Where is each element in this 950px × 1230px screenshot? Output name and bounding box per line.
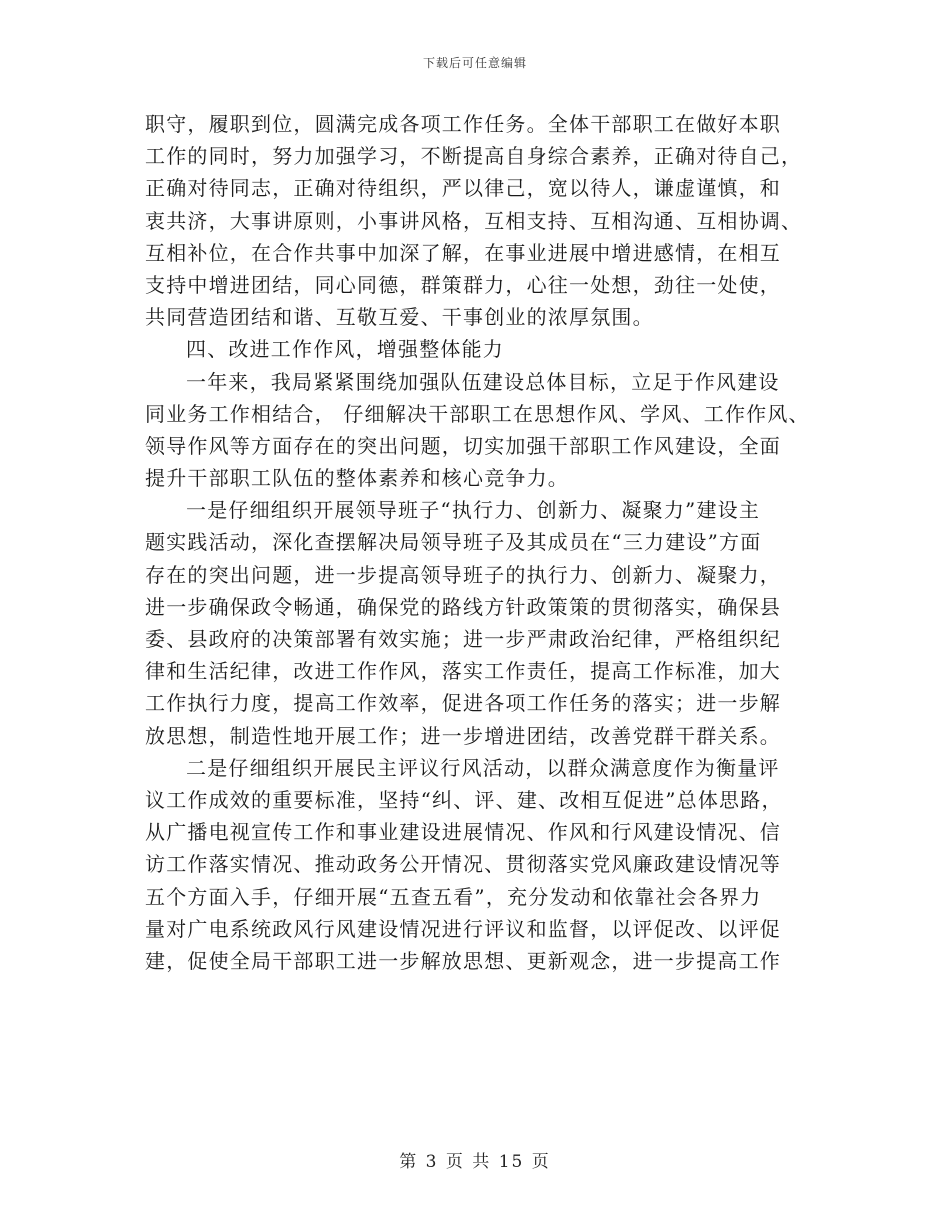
body-line: 正确对待同志，正确对待组织，严以律己，宽以待人，谦虚谨慎，和	[145, 176, 781, 201]
body-line: 衷共济，大事讲原则，小事讲风格，互相支持、互相沟通、互相协调、	[145, 208, 803, 233]
body-line: 一是仔细组织开展领导班子“执行力、创新力、凝聚力”建设主	[186, 498, 761, 523]
body-line: 共同营造团结和谐、互敬互爱、干事创业的浓厚氛围。	[145, 305, 654, 330]
body-line: 二是仔细组织开展民主评议行风活动，以群众满意度作为衡量评	[186, 755, 780, 780]
body-line: 工作的同时，努力加强学习，不断提高自身综合素养，正确对待自己，	[145, 144, 803, 169]
body-line: 放思想，制造性地开展工作；进一步增进团结，改善党群干群关系。	[145, 723, 781, 748]
body-line: 五个方面入手，仔细开展“五查五看”，充分发动和依靠社会各界力	[145, 884, 762, 909]
body-line: 互相补位，在合作共事中加深了解，在事业进展中增进感情，在相互	[145, 240, 781, 265]
body-line: 议工作成效的重要标准，坚持“纠、评、建、改相互促进”总体思路，	[145, 787, 783, 812]
body-line: 一年来，我局紧紧围绕加强队伍建设总体目标，立足于作风建设	[186, 369, 780, 394]
body-line: 存在的突出问题，进一步提高领导班子的执行力、创新力、凝聚力，	[145, 562, 781, 587]
body-line: 支持中增进团结，同心同德，群策群力，心往一处想，劲往一处使，	[145, 272, 781, 297]
body-line: 访工作落实情况、推动政务公开情况、贯彻落实党风廉政建设情况等	[145, 852, 781, 877]
body-line: 建，促使全局干部职工进一步解放思想、更新观念，进一步提高工作	[145, 948, 781, 973]
body-line: 量对广电系统政风行风建设情况进行评议和监督，以评促改、以评促	[145, 916, 781, 941]
body-line: 工作执行力度，提高工作效率，促进各项工作任务的落实；进一步解	[145, 691, 781, 716]
body-line: 题实践活动，深化查摆解决局领导班子及其成员在“三力建设”方面	[145, 530, 762, 555]
page-number: 第 3 页 共 15 页	[399, 1152, 551, 1172]
body-line: 职守，履职到位，圆满完成各项工作任务。全体干部职工在做好本职	[145, 112, 781, 136]
body-line: 委、县政府的决策部署有效实施；进一步严肃政治纪律，严格组织纪	[145, 627, 781, 651]
body-line: 律和生活纪律，改进工作作风，落实工作责任，提高工作标准，加大	[145, 659, 781, 684]
document-body	[145, 108, 825, 977]
section-heading: 四、改进工作作风，增强整体能力	[186, 337, 504, 362]
body-line: 进一步确保政令畅通，确保党的路线方针政策策的贯彻落实，确保县	[145, 594, 781, 619]
page-header: 下载后可任意编辑	[422, 56, 527, 70]
body-line: 从广播电视宣传工作和事业建设进展情况、作风和行风建设情况、信	[145, 820, 781, 845]
body-line: 提升干部职工队伍的整体素养和核心竞争力。	[145, 466, 569, 491]
body-line: 同业务工作相结合， 仔细解决干部职工在思想作风、学风、工作作风、	[145, 401, 810, 426]
body-line: 领导作风等方面存在的突出问题，切实加强干部职工作风建设，全面	[145, 433, 781, 458]
